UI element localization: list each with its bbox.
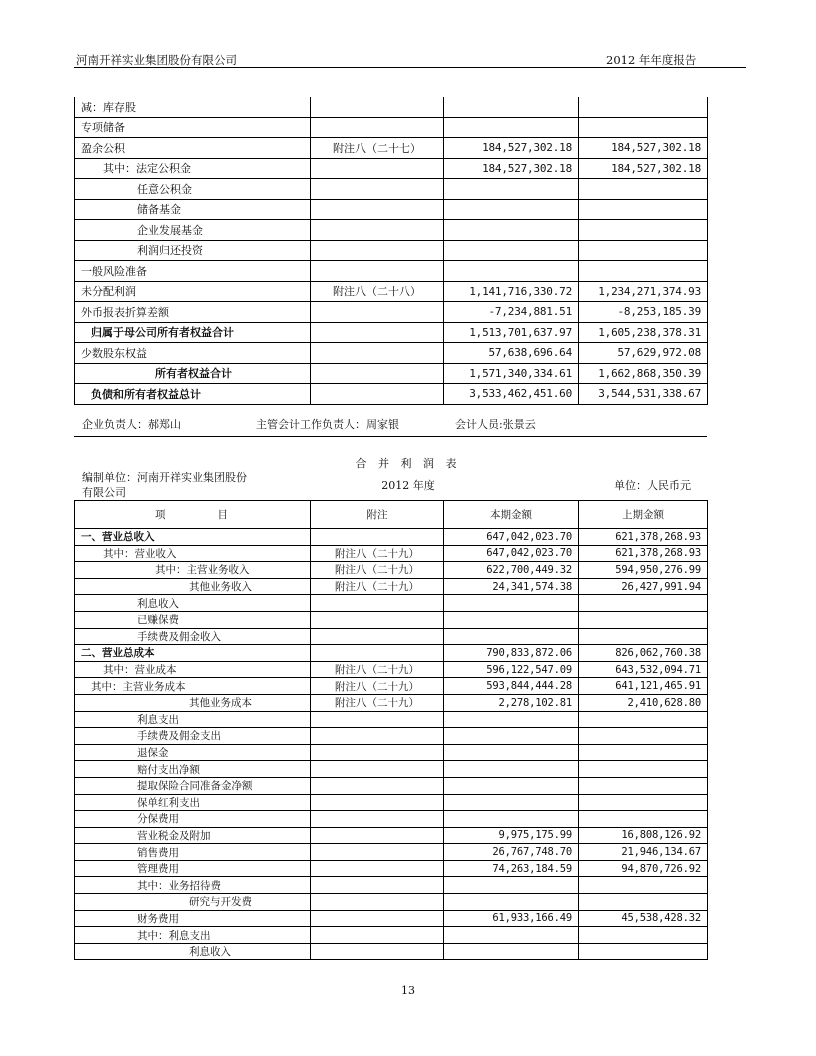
row-previous-amount — [579, 761, 708, 778]
row-previous-amount — [579, 794, 708, 811]
row-item-label: 其中：利息支出 — [75, 927, 311, 944]
row-previous-amount: 641,121,465.91 — [579, 678, 708, 695]
row-previous-amount: 16,808,126.92 — [579, 827, 708, 844]
row-previous-amount: 21,946,134.67 — [579, 844, 708, 861]
row-current-amount — [444, 777, 579, 794]
row-previous-amount: 45,538,428.32 — [579, 910, 708, 927]
row-note — [311, 811, 444, 828]
row-item-label: 其中：营业收入 — [75, 545, 311, 562]
header-report-title: 2012 年年度报告 — [606, 53, 697, 67]
row-item-label: 其中：法定公积金 — [75, 158, 311, 179]
table-row — [75, 302, 708, 323]
signature-head: 企业负责人：郝郑山 — [82, 418, 181, 431]
row-current-amount: 3,533,462,451.60 — [444, 384, 579, 405]
row-current-amount — [444, 220, 579, 241]
row-note — [311, 744, 444, 761]
row-note — [311, 628, 444, 645]
row-note — [311, 611, 444, 628]
row-note — [311, 894, 444, 911]
row-item-label: 负债和所有者权益总计 — [75, 384, 311, 405]
row-current-amount — [444, 728, 579, 745]
table-row — [75, 97, 708, 117]
row-current-amount: 647,042,023.70 — [444, 529, 579, 546]
row-item-label: 利息支出 — [75, 711, 311, 728]
row-note: 附注八（二十九） — [311, 562, 444, 579]
row-previous-amount: 94,870,726.92 — [579, 860, 708, 877]
row-current-amount: 24,341,574.38 — [444, 578, 579, 595]
statement-year: 2012 年度 — [381, 479, 435, 492]
income-statement-table — [74, 500, 708, 960]
table-row — [75, 261, 708, 282]
row-item-label: 利息收入 — [75, 943, 311, 960]
section-divider — [74, 436, 707, 437]
row-item-label: 其中：营业成本 — [75, 661, 311, 678]
table-row — [75, 678, 708, 695]
row-note — [311, 322, 444, 343]
row-note — [311, 240, 444, 261]
row-note: 附注八（二十九） — [311, 678, 444, 695]
row-previous-amount — [579, 877, 708, 894]
row-current-amount: -7,234,881.51 — [444, 302, 579, 323]
table-row — [75, 877, 708, 894]
row-note — [311, 844, 444, 861]
table-row — [75, 384, 708, 405]
row-item-label: 归属于母公司所有者权益合计 — [75, 322, 311, 343]
row-note — [311, 363, 444, 384]
row-note — [311, 343, 444, 364]
preparing-entity-line1: 编制单位：河南开祥实业集团股份 — [82, 471, 247, 484]
row-item-label: 其他业务成本 — [75, 694, 311, 711]
row-previous-amount: 621,378,268.93 — [579, 545, 708, 562]
row-current-amount — [444, 877, 579, 894]
table-row — [75, 158, 708, 179]
row-previous-amount: 1,605,238,378.31 — [579, 322, 708, 343]
income-statement-title: 合 并 利 润 表 — [355, 457, 461, 470]
balance-sheet-table — [74, 97, 708, 405]
row-current-amount: 184,527,302.18 — [444, 158, 579, 179]
row-previous-amount: 26,427,991.94 — [579, 578, 708, 595]
row-previous-amount: 57,629,972.08 — [579, 343, 708, 364]
table-row — [75, 827, 708, 844]
row-note — [311, 910, 444, 927]
table-row — [75, 529, 708, 546]
table-row — [75, 711, 708, 728]
row-current-amount: 593,844,444.28 — [444, 678, 579, 695]
row-current-amount — [444, 117, 579, 138]
row-previous-amount: -8,253,185.39 — [579, 302, 708, 323]
row-note: 附注八（二十九） — [311, 545, 444, 562]
row-current-amount — [444, 811, 579, 828]
row-note — [311, 117, 444, 138]
table-row — [75, 562, 708, 579]
row-current-amount: 74,263,184.59 — [444, 860, 579, 877]
row-note — [311, 384, 444, 405]
table-row — [75, 220, 708, 241]
row-note — [311, 943, 444, 960]
row-previous-amount — [579, 943, 708, 960]
row-previous-amount: 643,532,094.71 — [579, 661, 708, 678]
row-current-amount: 2,278,102.81 — [444, 694, 579, 711]
row-note — [311, 261, 444, 282]
signature-accountant: 会计人员:张景云 — [455, 418, 536, 431]
row-current-amount — [444, 894, 579, 911]
row-current-amount — [444, 927, 579, 944]
row-note — [311, 777, 444, 794]
row-item-label: 外币报表折算差额 — [75, 302, 311, 323]
signature-accounting-head: 主管会计工作负责人：周家银 — [256, 418, 399, 431]
row-previous-amount — [579, 261, 708, 282]
table-row — [75, 281, 708, 302]
row-previous-amount — [579, 894, 708, 911]
row-item-label: 研究与开发费 — [75, 894, 311, 911]
currency-unit: 单位：人民币元 — [614, 479, 691, 492]
row-previous-amount — [579, 811, 708, 828]
row-previous-amount — [579, 179, 708, 200]
table-row — [75, 744, 708, 761]
row-previous-amount — [579, 97, 708, 117]
row-note — [311, 302, 444, 323]
row-note — [311, 595, 444, 612]
row-note — [311, 158, 444, 179]
row-item-label: 退保金 — [75, 744, 311, 761]
row-current-amount — [444, 199, 579, 220]
table-row — [75, 595, 708, 612]
table-row — [75, 611, 708, 628]
row-item-label: 手续费及佣金收入 — [75, 628, 311, 645]
row-item-label: 管理费用 — [75, 860, 311, 877]
table-row — [75, 363, 708, 384]
table-row — [75, 117, 708, 138]
row-previous-amount: 1,662,868,350.39 — [579, 363, 708, 384]
row-note — [311, 179, 444, 200]
row-previous-amount: 2,410,628.80 — [579, 694, 708, 711]
row-previous-amount — [579, 711, 708, 728]
row-item-label: 一、营业总收入 — [75, 529, 311, 546]
row-note — [311, 711, 444, 728]
table-row — [75, 894, 708, 911]
row-item-label: 少数股东权益 — [75, 343, 311, 364]
row-previous-amount: 594,950,276.99 — [579, 562, 708, 579]
row-note — [311, 220, 444, 241]
row-item-label: 提取保险合同准备金净额 — [75, 777, 311, 794]
table-row — [75, 844, 708, 861]
row-item-label: 未分配利润 — [75, 281, 311, 302]
row-current-amount: 1,141,716,330.72 — [444, 281, 579, 302]
row-item-label: 任意公积金 — [75, 179, 311, 200]
table-row — [75, 240, 708, 261]
table-row — [75, 761, 708, 778]
row-item-label: 所有者权益合计 — [75, 363, 311, 384]
row-previous-amount: 1,234,271,374.93 — [579, 281, 708, 302]
row-note — [311, 728, 444, 745]
row-previous-amount — [579, 927, 708, 944]
row-item-label: 已赚保费 — [75, 611, 311, 628]
row-current-amount — [444, 794, 579, 811]
row-previous-amount — [579, 199, 708, 220]
row-item-label: 二、营业总成本 — [75, 645, 311, 662]
column-header-current: 本期金额 — [444, 501, 579, 529]
table-row — [75, 777, 708, 794]
row-note — [311, 199, 444, 220]
row-current-amount: 647,042,023.70 — [444, 545, 579, 562]
row-item-label: 专项储备 — [75, 117, 311, 138]
table-row — [75, 138, 708, 159]
row-current-amount — [444, 611, 579, 628]
row-item-label: 营业税金及附加 — [75, 827, 311, 844]
table-row — [75, 927, 708, 944]
row-current-amount — [444, 711, 579, 728]
row-previous-amount — [579, 240, 708, 261]
row-current-amount — [444, 261, 579, 282]
row-previous-amount: 621,378,268.93 — [579, 529, 708, 546]
row-item-label: 其中：主营业务成本 — [75, 678, 311, 695]
row-note — [311, 97, 444, 117]
row-item-label: 手续费及佣金支出 — [75, 728, 311, 745]
row-item-label: 利润归还投资 — [75, 240, 311, 261]
row-current-amount — [444, 744, 579, 761]
row-current-amount — [444, 240, 579, 261]
row-item-label: 分保费用 — [75, 811, 311, 828]
row-current-amount — [444, 97, 579, 117]
row-note: 附注八（二十八） — [311, 281, 444, 302]
table-row — [75, 794, 708, 811]
table-row — [75, 199, 708, 220]
row-item-label: 减：库存股 — [75, 97, 311, 117]
row-current-amount — [444, 628, 579, 645]
table-row — [75, 545, 708, 562]
row-item-label: 赔付支出净额 — [75, 761, 311, 778]
row-item-label: 企业发展基金 — [75, 220, 311, 241]
row-current-amount — [444, 179, 579, 200]
row-item-label: 销售费用 — [75, 844, 311, 861]
row-current-amount — [444, 761, 579, 778]
page-number: 13 — [401, 984, 415, 997]
row-current-amount: 57,638,696.64 — [444, 343, 579, 364]
row-note: 附注八（二十九） — [311, 694, 444, 711]
row-previous-amount — [579, 595, 708, 612]
table-row — [75, 661, 708, 678]
row-previous-amount: 184,527,302.18 — [579, 158, 708, 179]
table-header-row — [75, 501, 708, 529]
row-note — [311, 529, 444, 546]
row-note — [311, 645, 444, 662]
table-row — [75, 628, 708, 645]
header-rule — [74, 67, 746, 68]
row-item-label: 储备基金 — [75, 199, 311, 220]
row-note — [311, 761, 444, 778]
row-item-label: 财务费用 — [75, 910, 311, 927]
row-previous-amount — [579, 117, 708, 138]
row-previous-amount — [579, 220, 708, 241]
column-header-note: 附注 — [311, 501, 444, 529]
row-current-amount: 184,527,302.18 — [444, 138, 579, 159]
table-row — [75, 728, 708, 745]
row-current-amount: 1,513,701,637.97 — [444, 322, 579, 343]
preparing-entity-line2: 有限公司 — [82, 486, 126, 499]
table-row — [75, 645, 708, 662]
row-current-amount: 9,975,175.99 — [444, 827, 579, 844]
table-row — [75, 811, 708, 828]
row-previous-amount — [579, 728, 708, 745]
row-previous-amount — [579, 744, 708, 761]
row-item-label: 其中：业务招待费 — [75, 877, 311, 894]
row-item-label: 利息收入 — [75, 595, 311, 612]
header-company: 河南开祥实业集团股份有限公司 — [76, 53, 237, 67]
row-current-amount: 622,700,449.32 — [444, 562, 579, 579]
row-previous-amount — [579, 628, 708, 645]
row-previous-amount: 184,527,302.18 — [579, 138, 708, 159]
row-current-amount: 26,767,748.70 — [444, 844, 579, 861]
row-item-label: 保单红利支出 — [75, 794, 311, 811]
row-item-label: 一般风险准备 — [75, 261, 311, 282]
table-row — [75, 578, 708, 595]
column-header-previous: 上期金额 — [579, 501, 708, 529]
table-row — [75, 694, 708, 711]
row-note — [311, 827, 444, 844]
table-row — [75, 910, 708, 927]
table-row — [75, 860, 708, 877]
row-note — [311, 877, 444, 894]
row-previous-amount: 3,544,531,338.67 — [579, 384, 708, 405]
table-row — [75, 943, 708, 960]
column-header-item: 项 目 — [75, 501, 311, 529]
row-item-label: 盈余公积 — [75, 138, 311, 159]
row-note: 附注八（二十七） — [311, 138, 444, 159]
row-note: 附注八（二十九） — [311, 661, 444, 678]
row-current-amount: 1,571,340,334.61 — [444, 363, 579, 384]
table-row — [75, 343, 708, 364]
row-current-amount — [444, 943, 579, 960]
row-previous-amount — [579, 611, 708, 628]
row-current-amount — [444, 595, 579, 612]
table-row — [75, 179, 708, 200]
row-note — [311, 927, 444, 944]
row-current-amount: 790,833,872.06 — [444, 645, 579, 662]
row-current-amount: 61,933,166.49 — [444, 910, 579, 927]
row-current-amount: 596,122,547.09 — [444, 661, 579, 678]
row-previous-amount: 826,062,760.38 — [579, 645, 708, 662]
row-item-label: 其他业务收入 — [75, 578, 311, 595]
table-row — [75, 322, 708, 343]
row-note — [311, 794, 444, 811]
row-item-label: 其中：主营业务收入 — [75, 562, 311, 579]
row-previous-amount — [579, 777, 708, 794]
row-note: 附注八（二十九） — [311, 578, 444, 595]
row-note — [311, 860, 444, 877]
